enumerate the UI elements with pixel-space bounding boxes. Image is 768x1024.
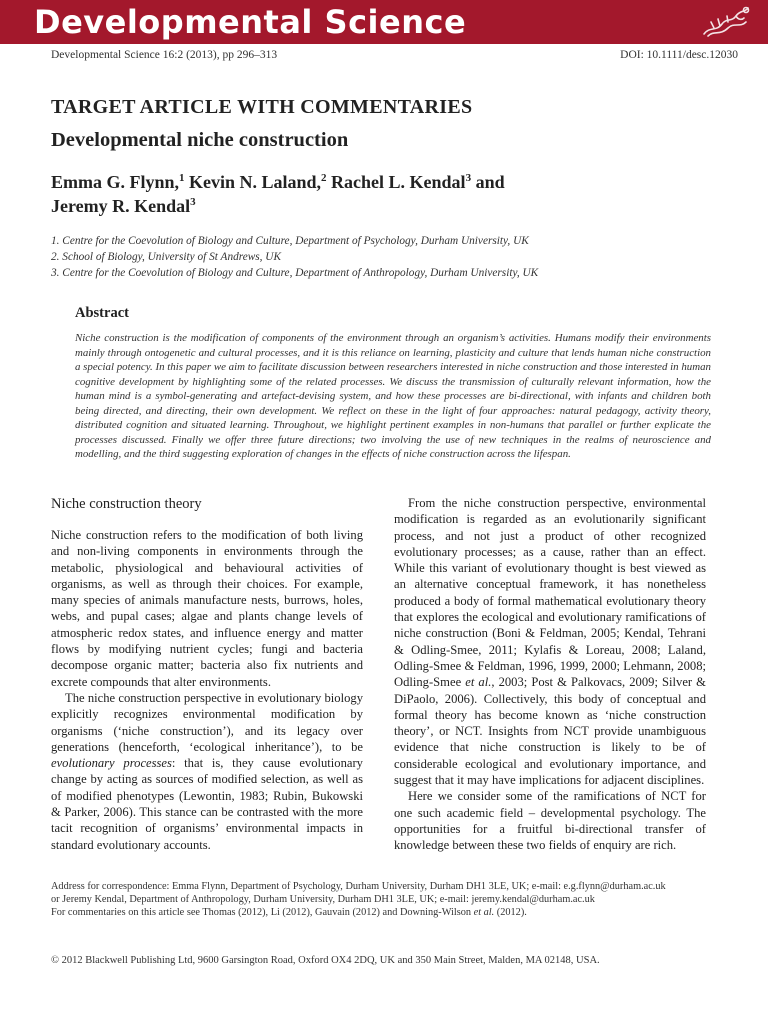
body-column-left: [51, 495, 363, 853]
author-list: [51, 170, 691, 218]
author-name[interactable]: Emma G. Flynn,: [51, 172, 180, 192]
affil-mark: 3: [190, 196, 196, 208]
article-kicker: TARGET ARTICLE WITH COMMENTARIES: [51, 96, 473, 118]
correspondence-line: or Jeremy Kendal, Department of Anthropology, Durham University, Durham DH1 3LE, UK; e-mail: jeremy.kendal@durham.ac.uk: [51, 894, 595, 906]
journal-banner: [0, 0, 768, 44]
author-name[interactable]: Rachel L. Kendal: [331, 172, 466, 192]
abstract-text: Niche construction is the modification of components of the environment through an organism’s activities. Humans modify their environments mainly through ontogenetic and cultural processes, and it is this reliance on learning, plasticity and culture that lends human niche construction a special potency. In this paper we aim to facilitate discussion between researchers interested in niche construction and those interested in human cognitive development by highlighting some of the related processes. We discuss the transmission of culturally relevant information, how the human mind is a symbol-generating and artefact-devising system, and how these processes are bi-directional, with infants and children both being directed, and directing, their own development. We reflect on these in the light of four approaches: natural pedagogy, activity theory, distributed cognition and situated learning. Throughout, we highlight pertinent examples in non-humans that parallel or further explicate the processes discussed. Finally we offer three future directions; two involving the use of new techniques in the realms of neuroscience and modelling, and the third suggesting exploration of changes in the effects of niche construction across the lifespan.: [75, 332, 711, 460]
body-paragraph: Niche construction refers to the modification of both living and non-living components in environments through the metabolic, physiological and behavioural activities of organisms, as well as through their choices. For example, many species of animals manufacture nests, burrows, holes, webs, and pupal cases; algae and plants change levels of atmospheric redox states, and influence energy and matter flows by modifying nutrient cycles; fungi and bacteria decompose organic matter; bacteria also fix nutrients and excrete compounds that alter environments.: [51, 528, 363, 689]
body-column-right: [394, 495, 706, 854]
affil-mark: 1: [179, 172, 185, 184]
author-name[interactable]: Jeremy R. Kendal: [51, 196, 191, 216]
author-name[interactable]: Kevin N. Laland,: [189, 172, 322, 192]
commentaries-line: For commentaries on this article see Thomas (2012), Li (2012), Gauvain (2012) and Downing-Wilson et al. (2012).: [51, 907, 527, 919]
affil-mark: 3: [465, 172, 472, 184]
correspondence-note: [51, 880, 731, 920]
citation-line: Developmental Science 16:2 (2013), pp 296–313: [51, 49, 278, 61]
affil-mark: 2: [321, 172, 327, 184]
author-row-1: [51, 170, 691, 194]
dragon-emblem-icon: [700, 4, 752, 40]
doi-link[interactable]: DOI: 10.1111/desc.12030: [620, 49, 738, 61]
body-paragraph: From the niche construction perspective, environmental modification is regarded as an evolutionarily significant process, and not just a product of other recognized evolutionary processes; as a cause, rather than an effect. While this variant of evolutionary thought is best viewed as an alternative conceptual framework, it has nonetheless produced a body of formal mathematical evolutionary theory that explores the ecological and evolutionary ramifications of niche construction (Boni & Feldman, 2005; Kendal, Tehrani & Odling-Smee, 2011; Kylafis & Loreau, 2008; Laland, Odling-Smee & Feldman, 1996, 1999, 2000; Lehmann, 2008; Odling-Smee et al., 2003; Post & Palkovacs, 2009; Silver & DiPaolo, 2006). Collectively, this body of conceptual and formal theory has become known as ‘niche construction theory’, or NCT. Insights from NCT provide unambiguous evidence that niche construction is likely to be of considerable ecological and evolutionary importance, and suggest that it may have implications for adjacent disciplines.: [394, 496, 706, 788]
author-conjunction: and: [475, 172, 505, 192]
affiliation-2: 2. School of Biology, University of St Andrews, UK: [51, 251, 282, 263]
affiliation-3: 3. Centre for the Coevolution of Biology and Culture, Department of Anthropology, Durham University, UK: [51, 267, 539, 279]
section-heading: Niche construction theory: [51, 496, 202, 512]
copyright-line: © 2012 Blackwell Publishing Ltd, 9600 Garsington Road, Oxford OX4 2DQ, UK and 350 Main Street, Malden, MA 02148, USA.: [51, 955, 600, 966]
affiliations: [51, 233, 538, 281]
affiliation-1: 1. Centre for the Coevolution of Biology and Culture, Department of Psychology, Durham University, UK: [51, 235, 529, 247]
body-paragraph: The niche construction perspective in evolutionary biology explicitly recognizes environmental modification by organisms (‘niche construction’), and its legacy over generations (henceforth, ‘ecological inheritance’), to be evolutionary processes: that is, they cause evolutionary change by acting as sources of modified selection, as well as of modified phenotypes (Lewontin, 1983; Rubin, Bukowski & Parker, 2006). This stance can be contrasted with the more tacit recognition of organisms’ environmental impacts in standard evolutionary accounts.: [51, 690, 363, 852]
body-paragraph: Here we consider some of the ramifications of NCT for one such academic field – developmental psychology. The opportunities for a fruitful bi-directional transfer of knowledge between these two fields of enquiry are rich.: [394, 789, 706, 853]
abstract-heading: Abstract: [75, 305, 129, 321]
correspondence-line: Address for correspondence: Emma Flynn, Department of Psychology, Durham University, Durham DH1 3LE, UK; e-mail: e.g.flynn@durham.ac.uk: [51, 881, 666, 892]
article-title: Developmental niche construction: [51, 129, 349, 151]
journal-name: Developmental Science: [34, 3, 467, 41]
author-row-2: [51, 194, 691, 218]
